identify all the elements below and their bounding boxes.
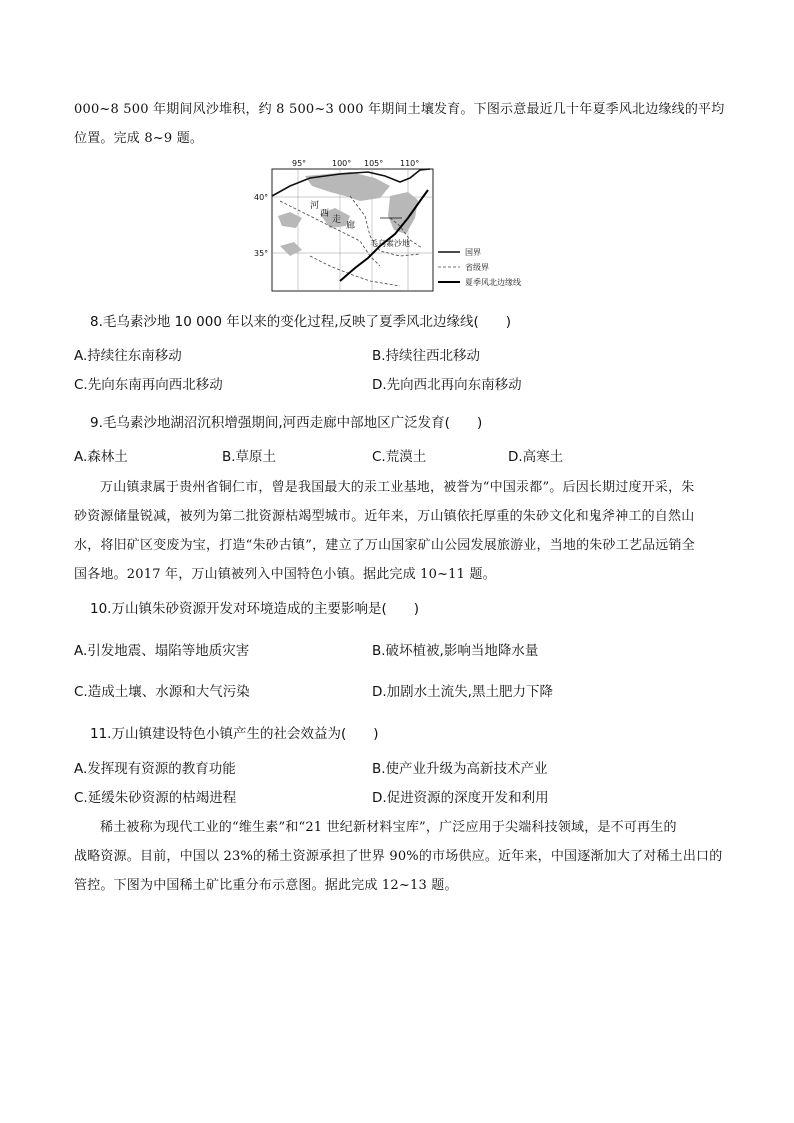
q8-option-c[interactable]: C.先向东南再向西北移动 bbox=[74, 377, 223, 393]
q11-option-b[interactable]: B.使产业升级为高新技术产业 bbox=[372, 761, 548, 777]
place-he: 河 bbox=[310, 201, 320, 211]
q9-stem: 9.毛乌素沙地湖沼沉积增强期间,河西走廊中部地区广泛发育( ) bbox=[90, 415, 483, 431]
q9-option-c[interactable]: C.荒漠土 bbox=[372, 449, 427, 465]
legend-provincial-label: 省级界 bbox=[465, 263, 489, 272]
q10-option-c[interactable]: C.造成土壤、水源和大气污染 bbox=[74, 684, 250, 700]
q8-stem: 8.毛乌素沙地 10 000 年以来的变化过程,反映了夏季风北边缘线( ) bbox=[90, 314, 512, 330]
q10-option-a[interactable]: A.引发地震、塌陷等地质灾害 bbox=[74, 643, 250, 659]
place-lang: 廊 bbox=[346, 221, 356, 231]
lon-label-105: 105° bbox=[364, 159, 384, 168]
intro2-line3: 水，将旧矿区变废为宝，打造“朱砂古镇”，建立了万山国家矿山公园发展旅游业，当地的朱砂工艺品远销全 bbox=[74, 538, 695, 553]
q10-option-d[interactable]: D.加剧水土流失,黑土肥力下降 bbox=[372, 684, 553, 700]
place-xi: 西 bbox=[320, 209, 330, 219]
q11-option-d[interactable]: D.促进资源的深度开发和利用 bbox=[372, 790, 549, 806]
intro1-line2: 位置。完成 8~9 题。 bbox=[74, 131, 204, 146]
lon-label-100: 100° bbox=[332, 159, 352, 168]
monsoon-boundary-map bbox=[250, 156, 550, 296]
intro2-line2: 砂资源储量锐减，被列为第二批资源枯竭型城市。近年来，万山镇依托厚重的朱砂文化和鬼斧神工的自然山 bbox=[74, 509, 695, 524]
lon-label-95: 95° bbox=[292, 159, 307, 168]
map-legend bbox=[438, 248, 521, 287]
q10-stem: 10.万山镇朱砂资源开发对环境造成的主要影响是( ) bbox=[90, 601, 420, 617]
lat-label-40: 40° bbox=[254, 193, 269, 202]
q9-option-b[interactable]: B.草原土 bbox=[222, 449, 277, 465]
q9-option-d[interactable]: D.高寒土 bbox=[508, 449, 564, 465]
q8-option-d[interactable]: D.先向西北再向东南移动 bbox=[372, 377, 522, 393]
q10-option-b[interactable]: B.破坏植被,影响当地降水量 bbox=[372, 643, 539, 659]
legend-monsoon-label: 夏季风北边缘线 bbox=[465, 278, 521, 287]
q8-option-b[interactable]: B.持续往西北移动 bbox=[372, 348, 481, 364]
intro2-line4: 国各地。2017 年，万山镇被列入中国特色小镇。据此完成 10~11 题。 bbox=[74, 567, 496, 582]
intro1-line1: 000~8 500 年期间风沙堆积，约 8 500~3 000 年期间土壤发育。下图示意最近几十年夏季风北边缘线的平均 bbox=[74, 102, 725, 117]
place-zou: 走 bbox=[332, 215, 342, 225]
q11-stem: 11.万山镇建设特色小镇产生的社会效益为( ) bbox=[90, 726, 379, 742]
legend-national-label: 国界 bbox=[465, 248, 481, 257]
q11-option-a[interactable]: A.发挥现有资源的教育功能 bbox=[74, 761, 236, 777]
intro3-line3: 管控。下图为中国稀土矿比重分布示意图。据此完成 12~13 题。 bbox=[74, 878, 458, 893]
place-mu-us: 毛乌素沙地 bbox=[370, 239, 410, 248]
intro3-line1: 稀土被称为现代工业的“维生素”和“21 世纪新材料宝库”，广泛应用于尖端科技领域，是不可再生的 bbox=[100, 820, 677, 835]
q11-option-c[interactable]: C.延缓朱砂资源的枯竭进程 bbox=[74, 790, 237, 806]
intro2-line1: 万山镇隶属于贵州省铜仁市，曾是我国最大的汞工业基地，被誉为“中国汞都”。后因长期过度开采，朱 bbox=[100, 480, 695, 495]
lat-label-35: 35° bbox=[254, 249, 269, 258]
lon-label-110: 110° bbox=[400, 159, 420, 168]
q8-option-a[interactable]: A.持续往东南移动 bbox=[74, 348, 182, 364]
q9-option-a[interactable]: A.森林土 bbox=[74, 449, 128, 465]
intro3-line2: 战略资源。目前，中国以 23%的稀土资源承担了世界 90%的市场供应。近年来，中国逐渐加大了对稀土出口的 bbox=[74, 849, 723, 864]
